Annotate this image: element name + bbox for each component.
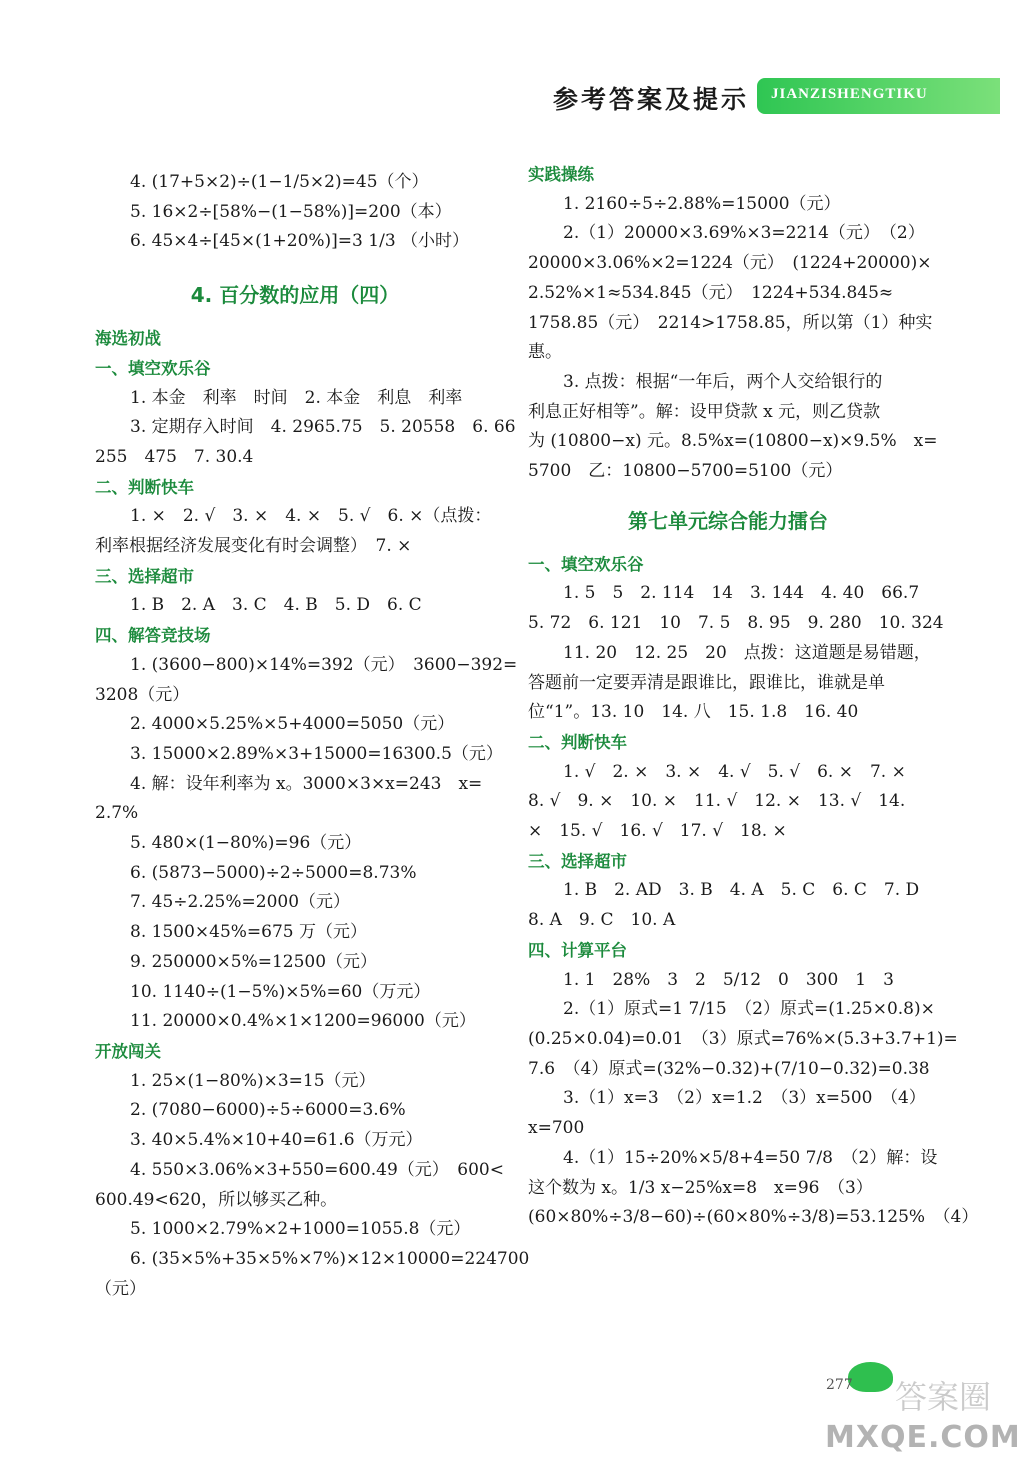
sec1-title: 一、填空欢乐谷: [95, 358, 211, 378]
u1-title: 一、填空欢乐谷: [528, 554, 644, 574]
text-line: 1. 25×(1−80%)×3=15（元）: [130, 1070, 376, 1091]
text-line: （元）: [95, 1278, 146, 1299]
text-line: 8. 1500×45%=675 万（元）: [130, 922, 368, 943]
text-line: 5. 480×(1−80%)=96（元）: [130, 833, 362, 854]
u2-title: 二、判断快车: [528, 732, 627, 752]
text-line: 1. 2160÷5÷2.88%=15000（元）: [563, 193, 841, 214]
u4-lines: [528, 966, 979, 1233]
text-line: 6. 45×4÷[45×(1+20%)]=3 1/3 （小时）: [130, 231, 470, 252]
text-line: 1. 本金 利率 时间 2. 本金 利息 利率: [130, 387, 463, 408]
sec1-lines: [95, 384, 516, 473]
section-kaifang: 开放闯关: [95, 1041, 161, 1061]
text-line: 1. × 2. √ 3. × 4. × 5. √ 6. ×（点拨：: [130, 506, 492, 527]
text-line: 2. (7080−6000)÷5÷6000=3.6%: [130, 1100, 406, 1121]
text-line: 8. √ 9. × 10. × 11. √ 12. × 13. √ 14.: [528, 791, 906, 812]
text-line: 3208（元）: [95, 684, 190, 705]
u3-lines: [528, 876, 928, 935]
text-line: 1. √ 2. × 3. × 4. √ 5. √ 6. × 7. ×: [563, 761, 906, 782]
section-haixuan: 海选初战: [95, 329, 161, 349]
header-tab: [757, 78, 1000, 114]
chapter-title: 4. 百分数的应用（四）: [190, 283, 400, 308]
text-line: 11. 20000×0.4%×1×1200=96000（元）: [130, 1011, 476, 1032]
text-line: 1. B 2. AD 3. B 4. A 5. C 6. C 7. D: [563, 880, 920, 901]
header-tab-label: JIANZISHENGTIKU: [771, 86, 928, 102]
text-line: (0.25×0.04)=0.01 （3）原式=76%×(5.3+3.7+1)=: [528, 1028, 958, 1049]
text-line: (60×80%÷3/8−60)÷(60×80%÷3/8)=53.125% （4）: [528, 1207, 979, 1228]
section-shijian: 实践操练: [528, 165, 594, 184]
text-line: 9. 250000×5%=12500（元）: [130, 951, 378, 972]
text-line: 4. 550×3.06%×3+550=600.49（元） 600<: [130, 1159, 504, 1180]
sec3-title: 三、选择超市: [95, 566, 194, 586]
text-line: 1. (3600−800)×14%=392（元） 3600−392=: [130, 654, 518, 675]
text-line: 惠。: [528, 342, 562, 363]
sec4-lines: [95, 651, 518, 1037]
header-title: 参考答案及提示: [553, 85, 750, 114]
shijian-lines: [528, 190, 938, 487]
text-line: 3.（1）x=3 （2）x=1.2 （3）x=500 （4）: [563, 1088, 926, 1109]
sec3-lines: [95, 591, 495, 621]
mascot-icon: [848, 1362, 893, 1392]
text-line: 10. 1140÷(1−5%)×5%=60（万元）: [130, 981, 431, 1002]
text-line: 4. (17+5×2)÷(1−1/5×2)=45（个）: [130, 172, 429, 192]
text-line: 8. A 9. C 10. A: [528, 910, 676, 931]
text-line: 利率根据经济发展变化有时会调整） 7. ×: [95, 536, 412, 557]
text-line: 1. 5 5 2. 114 14 3. 144 4. 40 66.7: [563, 583, 920, 604]
text-line: 3. 40×5.4%×10+40=61.6（万元）: [130, 1130, 423, 1151]
sec2-lines: [95, 502, 495, 561]
text-line: 600.49<620，所以够买乙种。: [95, 1189, 338, 1210]
text-line: 7. 45÷2.25%=2000（元）: [130, 892, 351, 913]
text-line: 3. 15000×2.89%×3+15000=16300.5（元）: [130, 743, 503, 764]
text-line: 1758.85（元） 2214>1758.85，所以第（1）种实: [528, 312, 933, 333]
text-line: 2.（1）原式=1 7/15 （2）原式=(1.25×0.8)×: [563, 999, 935, 1020]
text-line: 3. 定期存入时间 4. 2965.75 5. 20558 6. 66: [130, 417, 516, 438]
text-line: 4. 解：设年利率为 x。3000×3×x=243 x=: [130, 773, 483, 794]
text-line: 2.7%: [95, 803, 139, 824]
right-column: [528, 160, 979, 1233]
text-line: 2. 4000×5.25%×5+4000=5050（元）: [130, 714, 455, 735]
u2-lines: [528, 758, 928, 847]
text-line: 6. (35×5%+35×5%×7%)×12×10000=224700: [130, 1248, 530, 1269]
text-line: 位“1”。13. 10 14. 八 15. 1.8 16. 40: [528, 702, 859, 723]
text-line: 2.52%×1≈534.845（元） 1224+534.845≈: [528, 282, 894, 303]
text-line: 1. B 2. A 3. C 4. B 5. D 6. C: [130, 595, 422, 616]
sec2-title: 二、判断快车: [95, 477, 194, 497]
left-top-lines: [130, 168, 495, 257]
text-line: 5. 72 6. 121 10 7. 5 8. 95 9. 280 10. 324: [528, 613, 944, 634]
left-column: [95, 160, 530, 1304]
text-line: 答题前一定要弄清是跟谁比，跟谁比，谁就是单: [528, 672, 885, 693]
text-line: 为 (10800−x) 元。8.5%x=(10800−x)×9.5% x=: [528, 431, 938, 452]
text-line: 4.（1）15÷20%×5/8+4=50 7/8 （2）解：设: [563, 1147, 938, 1168]
text-line: 5. 16×2÷[58%−(1−58%)]=200（本）: [130, 201, 452, 222]
u1-lines: [528, 579, 944, 728]
sec4-title: 四、解答竞技场: [95, 626, 211, 646]
page-number: 277: [826, 1377, 853, 1393]
text-line: 11. 20 12. 25 20 点拨：这道题是易错题，: [563, 642, 931, 663]
text-line: 6. (5873−5000)÷2÷5000=8.73%: [130, 862, 417, 883]
text-line: 255 475 7. 30.4: [95, 446, 254, 467]
text-line: 7.6 （4）原式=(32%−0.32)+(7/10−0.32)=0.38: [528, 1058, 930, 1079]
u3-title: 三、选择超市: [528, 851, 627, 871]
text-line: × 15. √ 16. √ 17. √ 18. ×: [528, 821, 787, 842]
watermark: MXQE.COM: [825, 1420, 1021, 1455]
text-line: 20000×3.06%×2=1224（元） (1224+20000)×: [528, 253, 932, 274]
u4-title: 四、计算平台: [528, 940, 627, 960]
text-line: x=700: [528, 1118, 585, 1139]
text-line: 5. 1000×2.79%×2+1000=1055.8（元）: [130, 1219, 471, 1240]
text-line: 这个数为 x。1/3 x−25%x=8 x=96 （3）: [528, 1177, 873, 1198]
text-line: 1. 1 28% 3 2 5/12 0 300 1 3: [563, 969, 894, 990]
text-line: 利息正好相等”。解：设甲贷款 x 元，则乙贷款: [528, 401, 881, 422]
unit-title: 第七单元综合能力擂台: [628, 508, 828, 533]
kaifang-lines: [95, 1067, 530, 1305]
text-line: 3. 点拨：根据“一年后，两个人交给银行的: [563, 371, 883, 392]
text-line: 5700 乙：10800−5700=5100（元）: [528, 461, 843, 482]
text-line: 2.（1）20000×3.69%×3=2214（元） （2）: [563, 223, 925, 244]
watermark-cn: 答案圈: [895, 1378, 992, 1416]
